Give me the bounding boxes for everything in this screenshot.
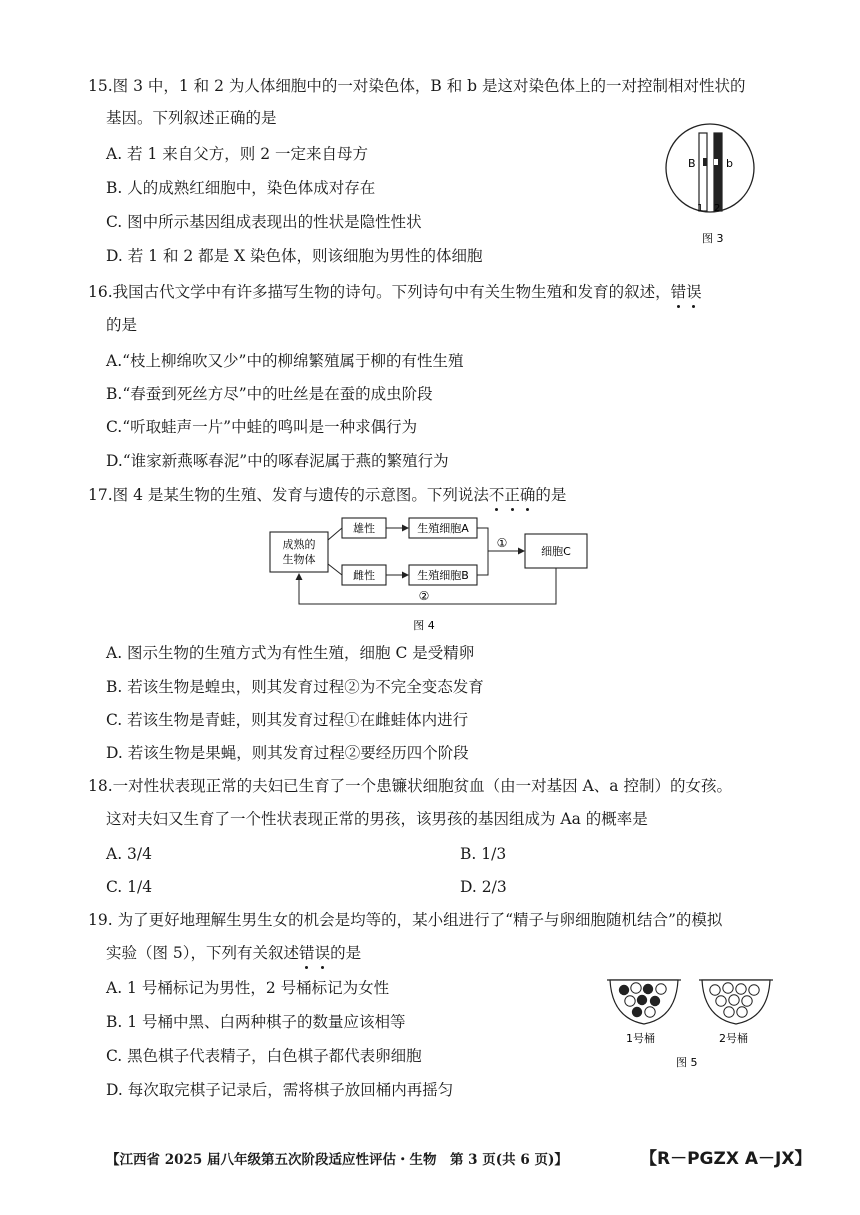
figure-4-caption: 图 4 — [413, 619, 435, 632]
figure-5-caption: 图 5 — [676, 1056, 698, 1069]
q17-option-c: C. 若该生物是青蛙，则其发育过程①在雌蛙体内进行 — [106, 711, 469, 729]
gene-b-lower: b — [726, 157, 733, 170]
step-2-label: ② — [418, 589, 430, 603]
emphasis-char: 不 — [488, 486, 505, 504]
q15-option-b: B. 人的成熟红细胞中，染色体成对存在 — [106, 179, 376, 197]
figure-3-chromosomes — [662, 118, 762, 248]
chromosome-1 — [699, 133, 707, 211]
figure-3-caption: 图 3 — [702, 232, 724, 245]
emphasis-char: 误 — [314, 944, 331, 962]
step-1-label: ① — [496, 536, 508, 550]
q16-option-d: D.“谁家新燕啄春泥”中的啄春泥属于燕的繁殖行为 — [106, 452, 449, 470]
female-label: 雌性 — [353, 569, 375, 582]
chromosome-1-label: 1 — [697, 203, 704, 214]
q16-stem-line1: 16.我国古代文学中有许多描写生物的诗句。下列诗句中有关生物生殖和发育的叙述，错误 — [88, 283, 702, 301]
q16-option-a: A.“枝上柳绵吹又少”中的柳绵繁殖属于柳的有性生殖 — [106, 352, 464, 370]
germ-cell-b-label: 生殖细胞B — [417, 569, 469, 582]
q15-option-c: C. 图中所示基因组成表现出的性状是隐性性状 — [106, 213, 422, 231]
figure-4-flow-diagram — [266, 510, 596, 635]
q16-stem-line2: 的是 — [106, 316, 138, 334]
q18-option-d: D. 2/3 — [460, 878, 507, 896]
q16-option-b: B.“春蚕到死丝方尽”中的吐丝是在蚕的成虫阶段 — [106, 385, 433, 403]
q17-stem: 17.图 4 是某生物的生殖、发育与遗传的示意图。下列说法不正确的是 — [88, 486, 567, 504]
q18-stem-line2: 这对夫妇又生育了一个性状表现正常的男孩，该男孩的基因组成为 Aa 的概率是 — [106, 810, 648, 828]
q18-stem-line1: 18.一对性状表现正常的夫妇已生育了一个患镰状细胞贫血（由一对基因 A、a 控制）的女孩。 — [88, 777, 732, 795]
q17-option-d: D. 若该生物是果蝇，则其发育过程②要经历四个阶段 — [106, 744, 469, 762]
organism-label-2: 生物体 — [282, 553, 316, 566]
emphasis-char: 错 — [670, 283, 687, 301]
q19-option-d: D. 每次取完棋子记录后，需将棋子放回桶内再摇匀 — [106, 1081, 454, 1099]
q15-stem-line2: 基因。下列叙述正确的是 — [106, 109, 277, 127]
gene-b-upper: B — [688, 157, 696, 170]
q15-option-d: D. 若 1 和 2 都是 X 染色体，则该细胞为男性的体细胞 — [106, 247, 483, 265]
figure-5-buckets — [604, 972, 784, 1072]
q17-option-b: B. 若该生物是蝗虫，则其发育过程②为不完全变态发育 — [106, 678, 484, 696]
paper-code: 【R－PGZX A－JX】 — [640, 1149, 812, 1169]
q18-option-c: C. 1/4 — [106, 878, 153, 896]
bucket-1-label: 1号桶 — [626, 1032, 655, 1045]
chromosome-2-label: 2 — [714, 203, 721, 214]
bucket-2-label: 2号桶 — [719, 1032, 748, 1045]
q19-stem-line2: 实验（图 5），下列有关叙述错误的是 — [106, 944, 362, 962]
q16-option-c: C.“听取蛙声一片”中蛙的鸣叫是一种求偶行为 — [106, 418, 418, 436]
male-label: 雄性 — [353, 522, 375, 535]
q19-option-b: B. 1 号桶中黑、白两种棋子的数量应该相等 — [106, 1013, 406, 1031]
q17-option-a: A. 图示生物的生殖方式为有性生殖，细胞 C 是受精卵 — [106, 644, 475, 662]
emphasis-char: 错 — [299, 944, 315, 962]
germ-cell-a-label: 生殖细胞A — [417, 522, 469, 535]
q15-option-a: A. 若 1 来自父方，则 2 一定来自母方 — [106, 145, 368, 163]
q19-option-c: C. 黑色棋子代表精子，白色棋子都代表卵细胞 — [106, 1047, 422, 1065]
q19-option-a: A. 1 号桶标记为男性，2 号桶标记为女性 — [106, 979, 390, 997]
emphasis-char: 误 — [686, 283, 702, 301]
q18-option-b: B. 1/3 — [460, 845, 507, 863]
cell-c-label: 细胞C — [541, 545, 571, 558]
page-footer: 【江西省 2025 届八年级第五次阶段适应性评估・生物 第 3 页(共 6 页)】 — [106, 1152, 568, 1168]
emphasis-char: 确 — [519, 486, 536, 504]
emphasis-char: 正 — [504, 486, 520, 504]
chromosome-2 — [714, 133, 722, 211]
bucket-1 — [607, 980, 681, 1024]
q19-stem-line1: 19. 为了更好地理解生男生女的机会是均等的，某小组进行了“精子与卵细胞随机结合”的模拟 — [88, 911, 723, 929]
q15-stem-line1: 15.图 3 中，1 和 2 为人体细胞中的一对染色体，B 和 b 是这对染色体上的一对控制相对性状的 — [88, 77, 746, 95]
q18-option-a: A. 3/4 — [106, 845, 152, 863]
organism-label-1: 成熟的 — [282, 538, 316, 551]
bucket-2 — [699, 980, 773, 1024]
